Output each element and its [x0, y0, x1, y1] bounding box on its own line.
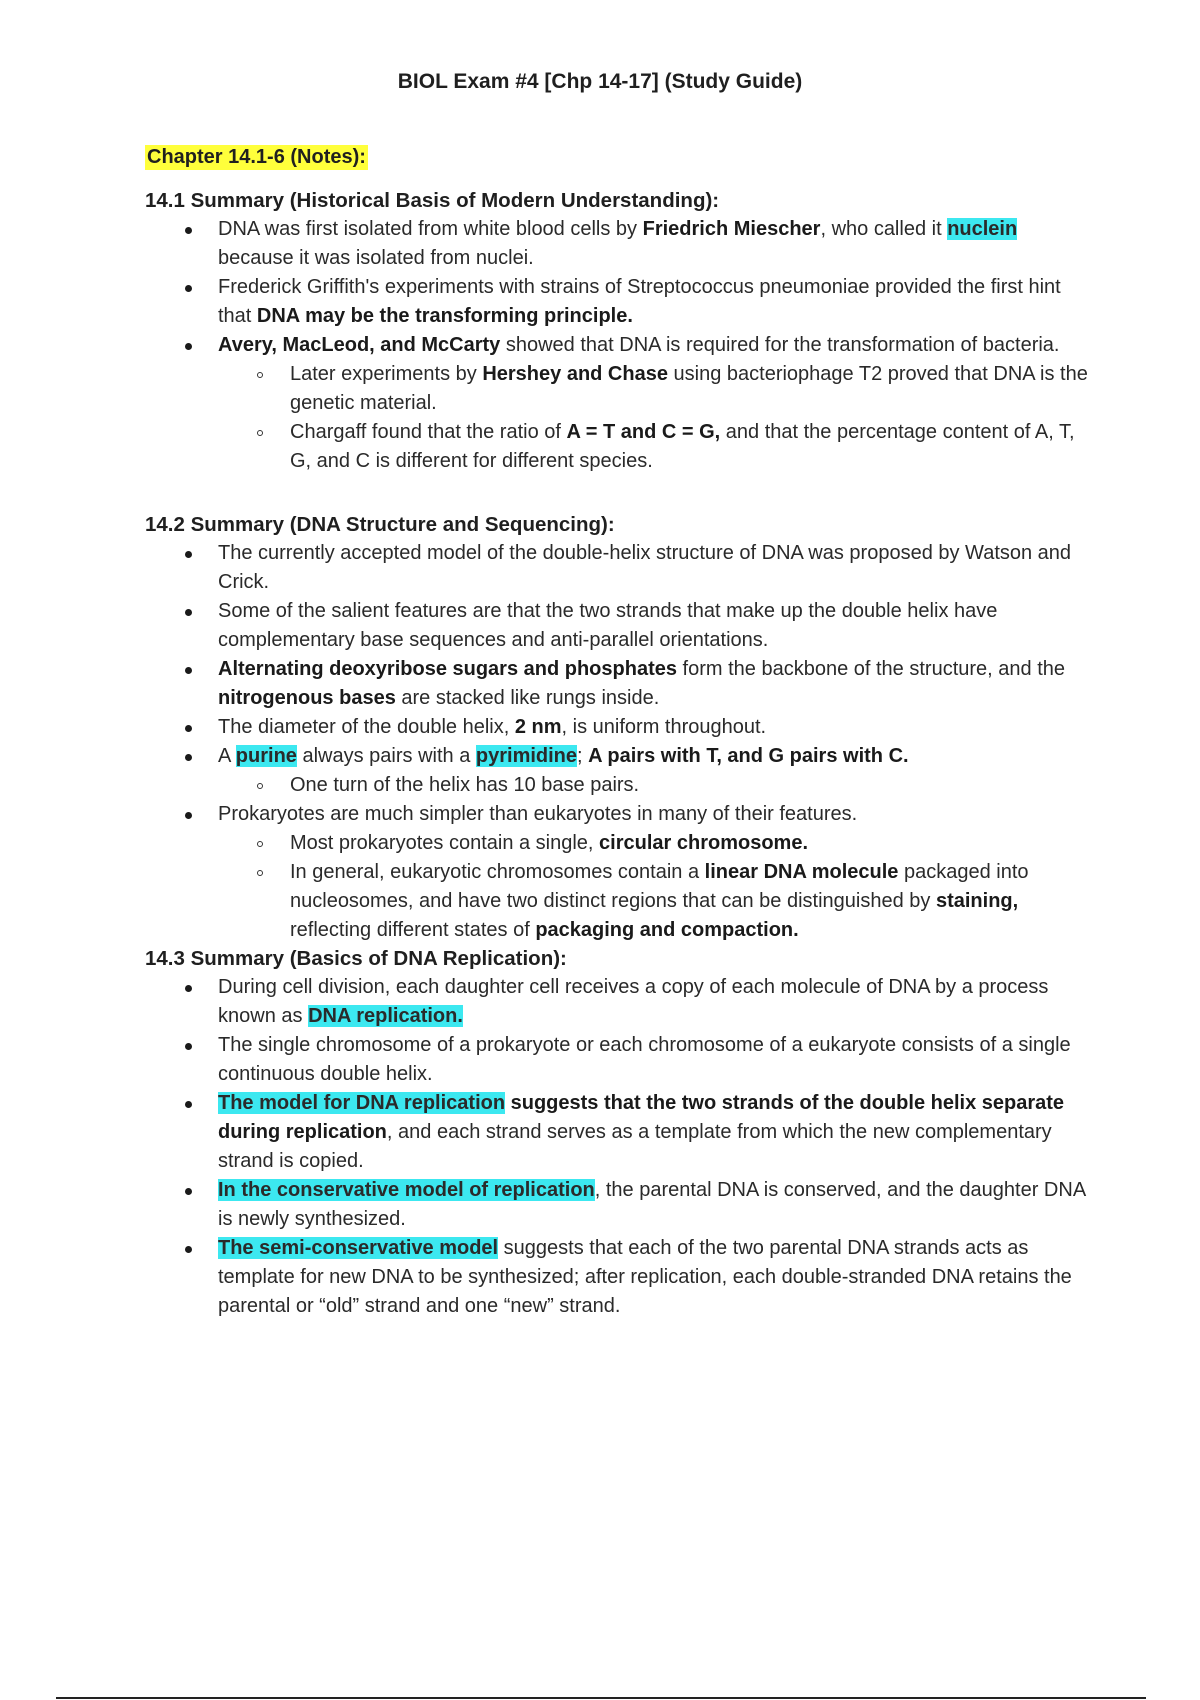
- bold-text: 2 nm: [514, 716, 562, 738]
- list-item: [145, 742, 1095, 771]
- bullet-icon: [185, 1043, 192, 1050]
- bullet-icon: [185, 285, 192, 292]
- text-run: The single chromosome of a prokaryote or each chromosome of a eukaryote consists of a single continuous double helix.: [218, 1034, 1071, 1085]
- text-run: , the parental DNA is conserved, and the daughter DNA is newly synthesized.: [218, 1179, 1086, 1230]
- list-item: [145, 539, 1095, 597]
- sub-list-item: [145, 771, 1095, 800]
- text-run: Prokaryotes are much simpler than eukaryotes in many of their features.: [218, 803, 858, 825]
- bold-text: Hershey and Chase: [482, 363, 668, 385]
- highlighted-term: The semi-conservative model: [218, 1237, 499, 1259]
- bullet-icon: [185, 343, 192, 350]
- bold-text: Friedrich Miescher: [642, 218, 821, 240]
- text-run: are stacked like rungs inside.: [395, 687, 660, 709]
- list-item: [145, 331, 1095, 360]
- text-run: packaged into nucleosomes, and have two distinct regions that can be distinguished by: [290, 861, 1029, 912]
- bullet-icon: [185, 1188, 192, 1195]
- text-run: In general, eukaryotic chromosomes contain a: [290, 861, 705, 883]
- text-run: , and each strand serves as a template from which the new complementary strand is copied.: [218, 1121, 1052, 1172]
- bullet-list: [145, 973, 1095, 1321]
- list-item: [145, 597, 1095, 655]
- bold-text: packaging and compaction.: [535, 919, 799, 941]
- bullet-icon: [185, 725, 192, 732]
- list-item: [145, 1089, 1095, 1176]
- list-item: [145, 1031, 1095, 1089]
- sub-list-item: [145, 858, 1095, 945]
- text-run: using bacteriophage T2 proved that DNA is the genetic material.: [290, 363, 1088, 414]
- hollow-bullet-icon: [257, 372, 263, 378]
- hollow-bullet-icon: [257, 841, 263, 847]
- bullet-icon: [185, 754, 192, 761]
- text-run: suggests that each of the two parental DNA strands acts as template for new DNA to be synthesized; after replication, each double-stranded DNA retains the parental or “old” strand and one “new” strand.: [218, 1237, 1072, 1317]
- highlighted-term: DNA replication.: [308, 1005, 463, 1027]
- list-item: [145, 973, 1095, 1031]
- bullet-icon: [185, 812, 192, 819]
- section-title: 14.2 Summary (DNA Structure and Sequencing):: [145, 513, 615, 536]
- list-item: [145, 215, 1095, 273]
- bold-text: suggests that the two strands of the double helix separate during replication: [218, 1092, 1065, 1143]
- list-item: [145, 273, 1095, 331]
- bold-text: A pairs with T, and G pairs with C.: [588, 745, 909, 767]
- section-14-3: [145, 944, 1095, 1321]
- bullet-icon: [185, 227, 192, 234]
- bold-text: Avery, MacLeod, and McCarty: [218, 334, 501, 356]
- text-run: showed that DNA is required for the transformation of bacteria.: [500, 334, 1060, 356]
- bullet-icon: [185, 667, 192, 674]
- list-item: [145, 1234, 1095, 1321]
- highlighted-term: pyrimidine: [475, 745, 578, 767]
- bold-text: A = T and C = G,: [566, 421, 721, 443]
- section-title: 14.3 Summary (Basics of DNA Replication):: [145, 947, 567, 970]
- list-item: [145, 713, 1095, 742]
- text-run: , is uniform throughout.: [561, 716, 767, 738]
- text-run: A: [218, 745, 236, 767]
- bold-text: linear DNA molecule: [704, 861, 899, 883]
- text-run: because it was isolated from nuclei.: [218, 247, 534, 269]
- text-run: One turn of the helix has 10 base pairs.: [290, 774, 640, 796]
- list-item: [145, 655, 1095, 713]
- bullet-icon: [185, 1101, 192, 1108]
- text-run: Chargaff found that the ratio of: [290, 421, 567, 443]
- sub-list-item: [145, 418, 1095, 476]
- chapter-heading: Chapter 14.1-6 (Notes):: [147, 146, 366, 168]
- highlighted-term: The model for DNA replication: [218, 1092, 506, 1114]
- text-run: ;: [577, 745, 589, 767]
- text-run: The diameter of the double helix,: [218, 716, 515, 738]
- hollow-bullet-icon: [257, 783, 263, 789]
- text-run: , who called it: [820, 218, 948, 240]
- section-title: 14.1 Summary (Historical Basis of Modern Understanding):: [145, 189, 720, 212]
- list-item: [145, 800, 1095, 829]
- highlighted-term: purine: [235, 745, 297, 767]
- sub-list-item: [145, 360, 1095, 418]
- bullet-list: [145, 215, 1095, 476]
- bold-text: Alternating deoxyribose sugars and phosphates: [218, 658, 677, 680]
- bold-text: DNA may be the transforming principle.: [256, 305, 633, 327]
- list-item: [145, 1176, 1095, 1234]
- bold-text: nitrogenous bases: [218, 687, 396, 709]
- text-run: always pairs with a: [296, 745, 476, 767]
- highlighted-term: In the conservative model of replication: [218, 1179, 595, 1201]
- sub-list-item: [145, 829, 1095, 858]
- text-run: Some of the salient features are that the two strands that make up the double helix have complementary base sequences and anti-parallel orientations.: [218, 600, 998, 651]
- bullet-icon: [185, 609, 192, 616]
- bullet-icon: [185, 985, 192, 992]
- hollow-bullet-icon: [257, 870, 263, 876]
- section-14-2: [145, 510, 1095, 945]
- bullet-icon: [185, 551, 192, 558]
- page-bottom-rule: [56, 1697, 1146, 1699]
- bullet-list: [145, 539, 1095, 945]
- section-14-1: [145, 186, 1095, 476]
- text-run: Frederick Griffith's experiments with strains of Streptococcus pneumoniae provided the first hint that: [218, 276, 1061, 327]
- text-run: and that the percentage content of A, T, G, and C is different for different species.: [290, 421, 1075, 472]
- text-run: Later experiments by: [290, 363, 483, 385]
- bullet-icon: [185, 1246, 192, 1253]
- bold-text: circular chromosome.: [599, 832, 809, 854]
- text-run: Most prokaryotes contain a single,: [290, 832, 600, 854]
- highlighted-term: nuclein: [947, 218, 1018, 240]
- text-run: form the backbone of the structure, and the: [676, 658, 1065, 680]
- hollow-bullet-icon: [257, 430, 263, 436]
- text-run: DNA was first isolated from white blood cells by: [218, 218, 643, 240]
- text-run: During cell division, each daughter cell receives a copy of each molecule of DNA by a process known as: [218, 976, 1049, 1027]
- text-run: The currently accepted model of the double-helix structure of DNA was proposed by Watson and Crick.: [218, 542, 1072, 593]
- document-title: BIOL Exam #4 [Chp 14-17] (Study Guide): [397, 70, 803, 93]
- bold-text: staining,: [935, 890, 1019, 912]
- text-run: reflecting different states of: [290, 919, 536, 941]
